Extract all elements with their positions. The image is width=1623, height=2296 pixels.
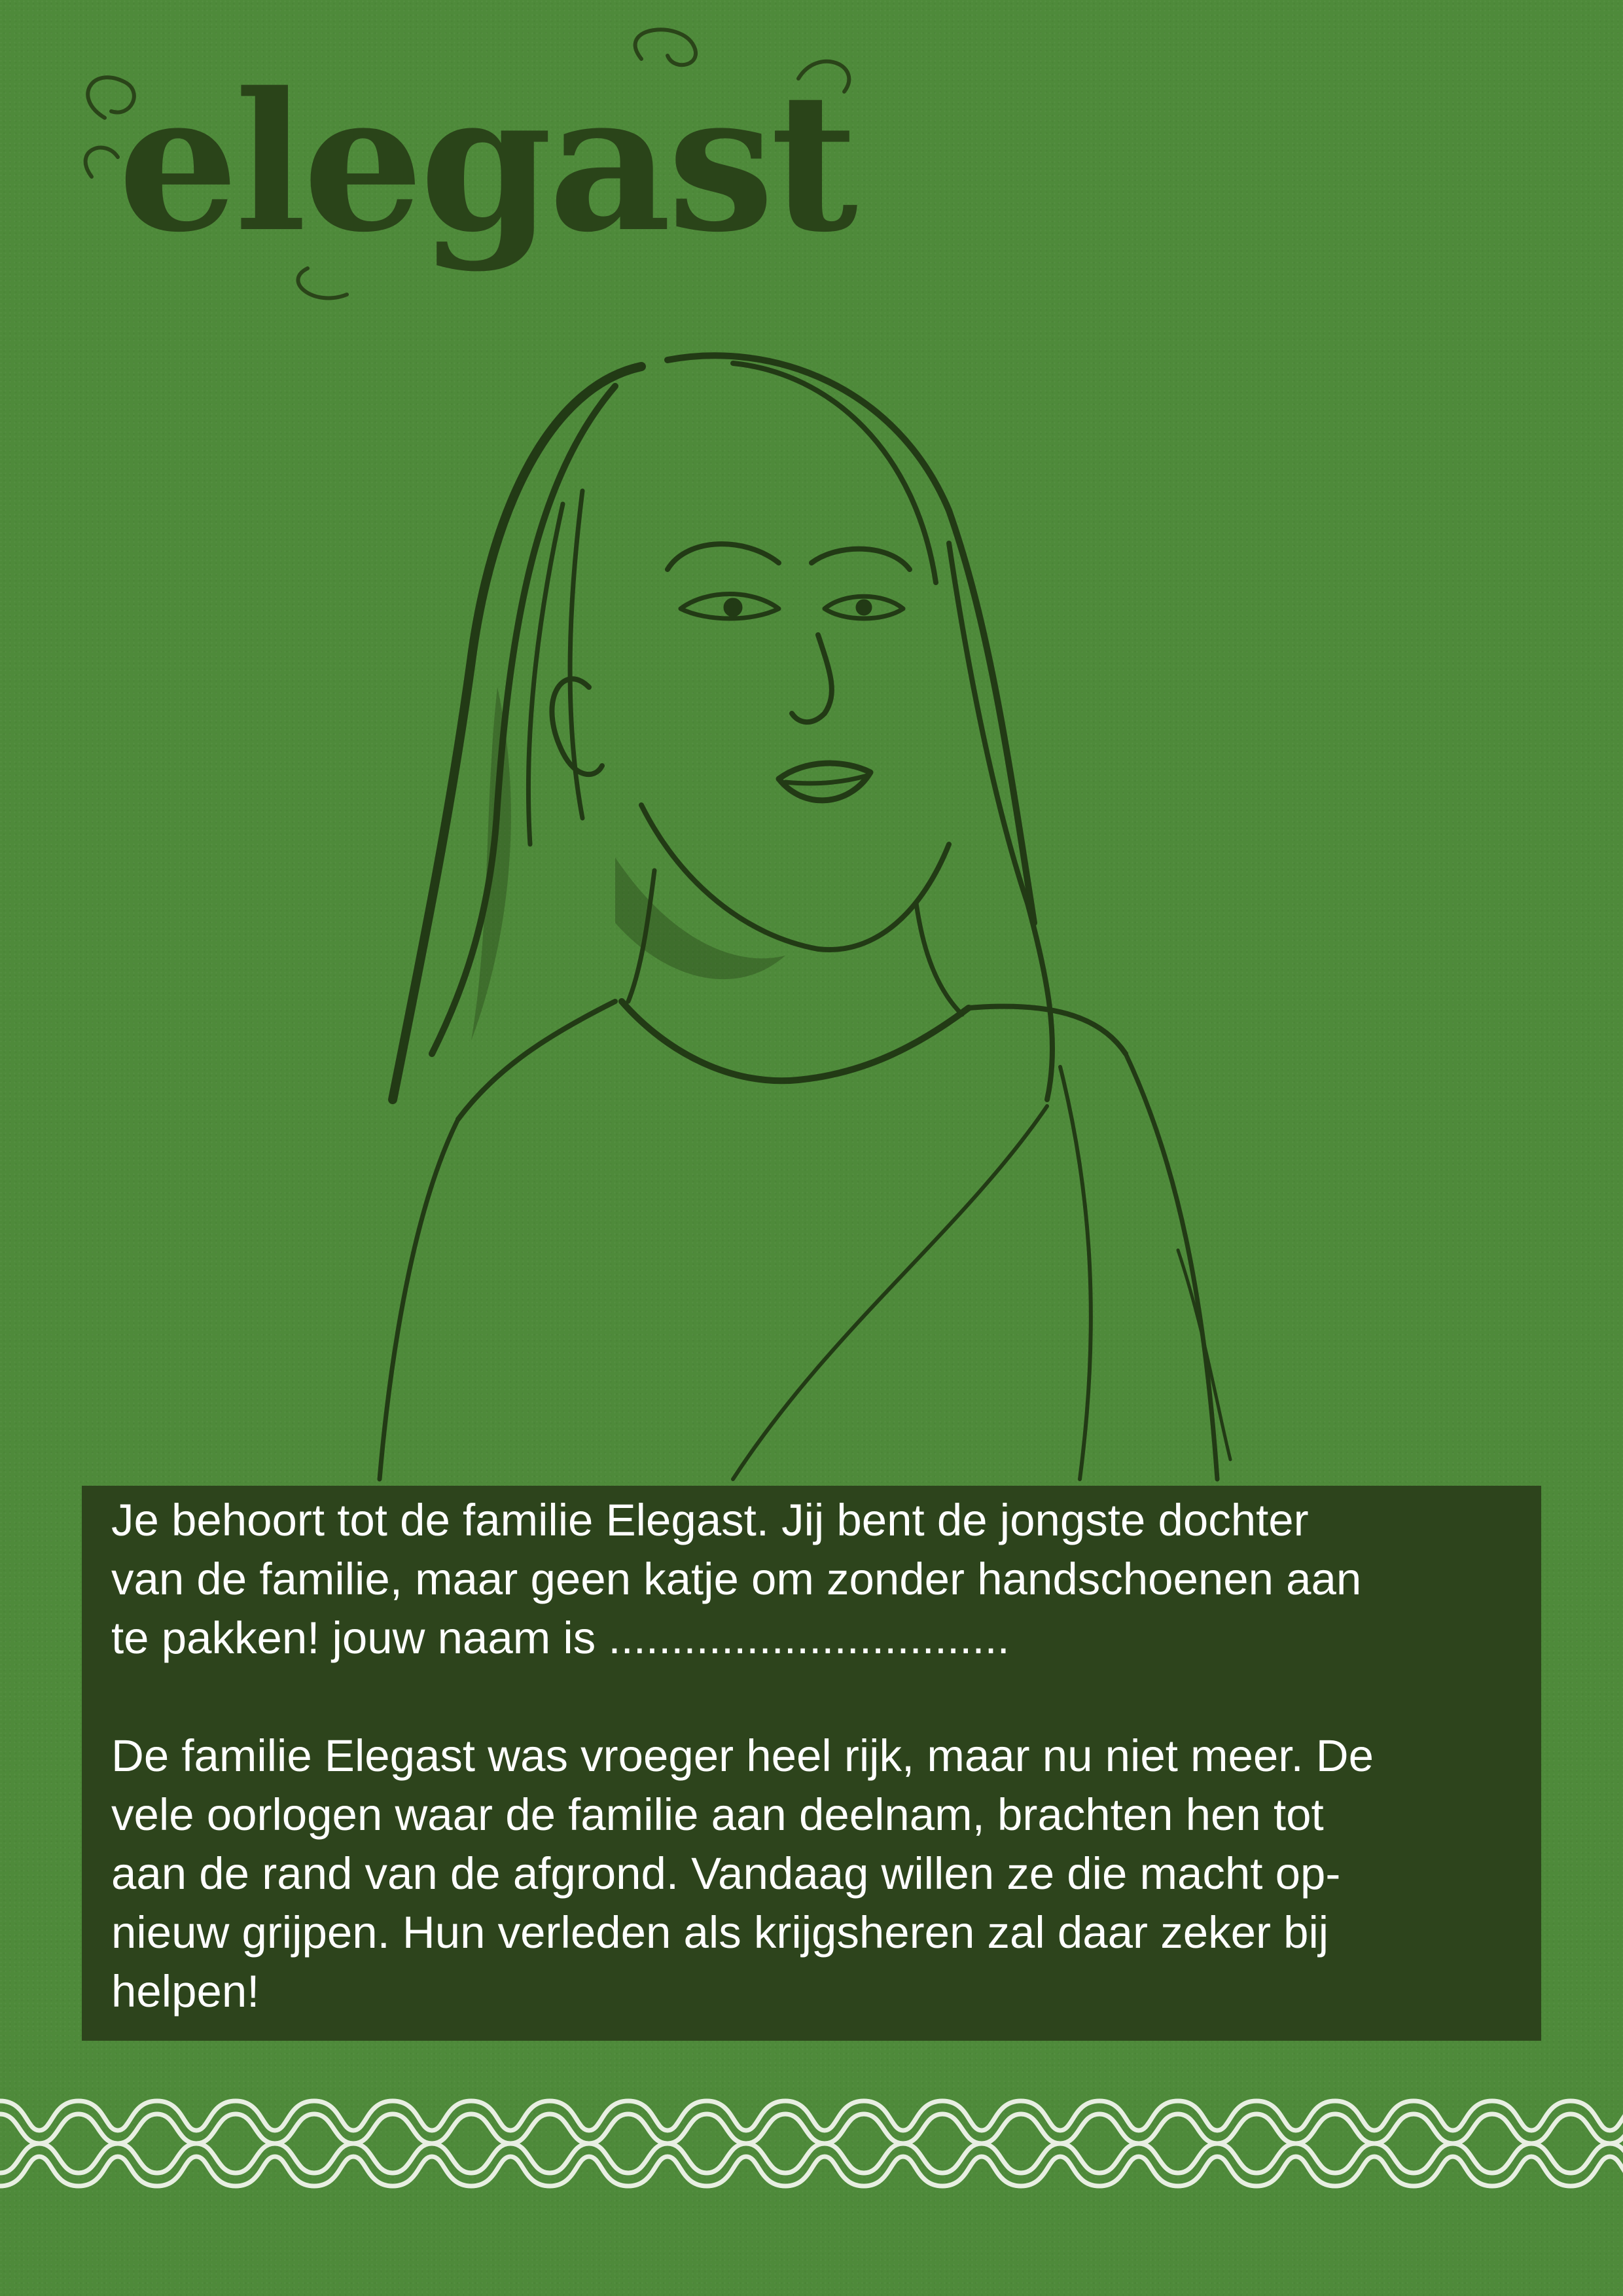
elegast-logo — [65, 20, 864, 308]
girl-portrait-sketch-icon — [275, 347, 1440, 1486]
description-paragraph-2: De familie Elegast was vroeger heel rijk, maar nu niet meer. De vele oorlogen waar de familie aan deelnam, brachten hen tot aan de rand van de afgrond. Vandaag willen ze die macht op- nieuw grijpen. Hun verleden als krijgsheren zal daar zeker bij helpen! — [111, 1731, 1374, 2017]
celtic-braid-border-icon — [0, 2094, 1623, 2193]
description-paragraph-1: Je behoort tot de familie Elegast. Jij bent de jongste dochter van de familie, maar geen katje om zonder handschoenen aan te pakken! jouw naam is ................................ — [111, 1495, 1362, 1663]
logo-text: elegast — [118, 52, 855, 274]
description-panel — [82, 1486, 1541, 2041]
